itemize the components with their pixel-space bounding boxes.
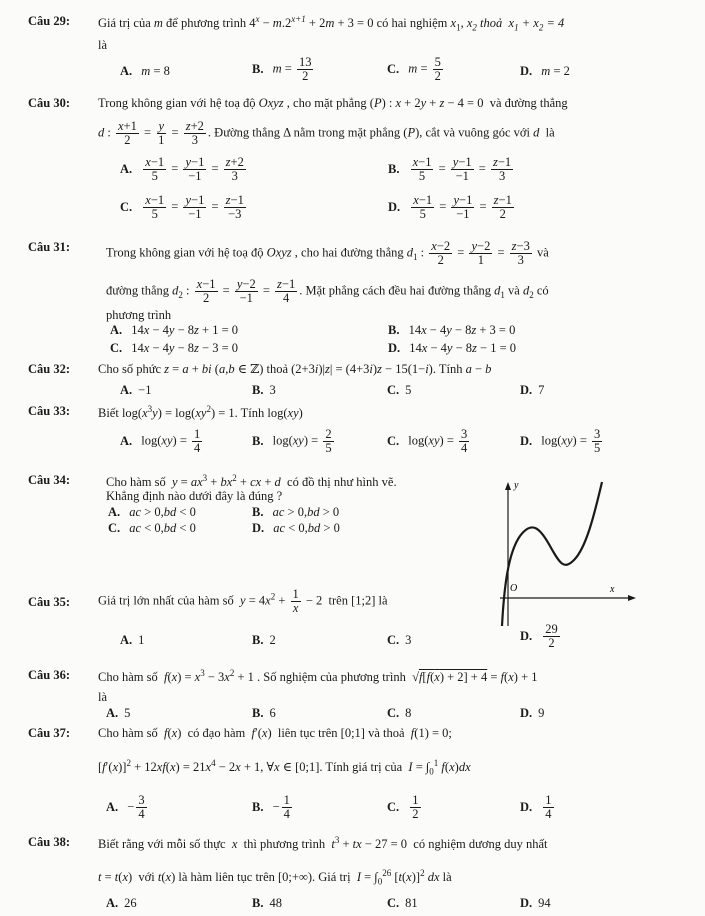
q31-stem: Trong không gian với hệ toạ độ Oxyz , cho hai đường thẳng $d_1$ : $\frac{x-2}{2}$ = $\frac{y-2}{1}$ = $\frac{z-3}{3}$ và	[106, 239, 549, 268]
q31-option-a[interactable]: A. 14x − 4y − 8z + 1 = 0	[110, 323, 239, 337]
q29-stem: Giá trị của m để phương trình $4^x - m.2^{x+1} + 2m + 3 = 0$ có hai nghiệm $x_1$, $x_2$ thoả $x_1 + x_2 = 4$	[98, 14, 565, 33]
q36-option-d[interactable]: D. 9	[520, 706, 545, 720]
q37-option-b[interactable]: B. − $\frac{1}{4}$	[252, 793, 290, 822]
q29-stem2: là	[98, 38, 108, 52]
q38-option-a[interactable]: A. 26	[106, 896, 137, 910]
q38-option-b[interactable]: B. 48	[252, 896, 282, 910]
q37-option-c[interactable]: C. $\frac{1}{2}$	[387, 793, 419, 822]
q35-option-c[interactable]: C. 3	[387, 633, 412, 647]
q33-option-d[interactable]: D. log(xy) = $\frac{3}{5}$	[520, 427, 601, 456]
q33-stem: Biết $\log(x^3y) = \log(xy^2) = 1$. Tính log(xy)	[98, 404, 303, 421]
q31-option-b[interactable]: B. 14x − 4y − 8z + 3 = 0	[388, 323, 516, 337]
q35-option-a[interactable]: A. 1	[120, 633, 145, 647]
q36-stem2: là	[98, 690, 108, 704]
q34-graph	[498, 478, 638, 628]
q37-stem2: $[f'(x)]^2 + 12xf(x) = 21x^4 - 2x + 1$, ∀x ∈ [0;1]. Tính giá trị của $I = \int_0^1$ f(x)dx	[98, 758, 471, 777]
q35-option-d[interactable]: D. $\frac{29}{2}$	[520, 622, 558, 651]
q30-option-d[interactable]: D. $\frac{x-1}{5}$ = $\frac{y-1}{-1}$ = $\frac{z-1}{2}$	[388, 193, 512, 222]
q32-option-b[interactable]: B. 3	[252, 383, 276, 397]
q34-option-a[interactable]: A. ac > 0,bd < 0	[108, 505, 196, 519]
q36-option-a[interactable]: A. 5	[106, 706, 131, 720]
q37-stem: Cho hàm số f(x) có đạo hàm f′(x) liên tục trên [0;1] và thoả f(1) = 0;	[98, 726, 452, 740]
q36-option-b[interactable]: B. 6	[252, 706, 276, 720]
q36-label: Câu 36:	[28, 668, 71, 682]
q34-stem: Cho hàm số $y = ax^3 + bx^2$ + cx + d có đồ thị như hình vẽ.	[106, 473, 397, 490]
q38-option-d[interactable]: D. 94	[520, 896, 551, 910]
q31-stem3: phương trình	[106, 308, 172, 322]
q34-option-c[interactable]: C. ac < 0,bd < 0	[108, 521, 196, 535]
q34-option-d[interactable]: D. ac < 0,bd > 0	[252, 521, 340, 535]
q36-stem: Cho hàm số $f(x) = x^3 - 3x^2 + 1$ . Số nghiệm của phương trình √f[f(x) + 2] + 4 = f(x) + 1	[98, 668, 538, 685]
q35-label: Câu 35:	[28, 595, 71, 609]
graph-origin-label: O	[510, 583, 518, 594]
q38-option-c[interactable]: C. 81	[387, 896, 418, 910]
q33-option-c[interactable]: C. log(xy) = $\frac{3}{4}$	[387, 427, 468, 456]
q33-label: Câu 33:	[28, 404, 71, 418]
q33-option-b[interactable]: B. log(xy) = $\frac{2}{5}$	[252, 427, 332, 456]
graph-x-label: x	[610, 584, 615, 595]
q32-option-c[interactable]: C. 5	[387, 383, 412, 397]
q36-option-c[interactable]: C. 8	[387, 706, 412, 720]
q31-option-d[interactable]: D. 14x − 4y − 8z − 1 = 0	[388, 341, 517, 355]
q29-option-b[interactable]: B. m = $\frac{13}{2}$	[252, 55, 312, 84]
q29-option-d[interactable]: D. m = 2	[520, 64, 570, 78]
q32-label: Câu 32:	[28, 362, 71, 376]
cubic-curve	[502, 482, 602, 626]
q37-label: Câu 37:	[28, 726, 71, 740]
q30-label: Câu 30:	[28, 96, 71, 110]
q37-option-d[interactable]: D. $\frac{1}{4}$	[520, 793, 552, 822]
q35-stem: Giá trị lớn nhất của hàm số $y = 4x^2$ + $\frac{1}{x}$ − 2 trên [1;2] là	[98, 587, 388, 616]
q30-option-c[interactable]: C. $\frac{x-1}{5}$ = $\frac{y-1}{-1}$ = $\frac{z-1}{-3}$	[120, 193, 244, 222]
q29-label: Câu 29:	[28, 14, 71, 28]
q33-option-a[interactable]: A. log(xy) = $\frac{1}{4}$	[120, 427, 201, 456]
q32-option-d[interactable]: D. 7	[520, 383, 545, 397]
q31-stem2: đường thẳng $d_2$ : $\frac{x-1}{2}$ = $\frac{y-2}{-1}$ = $\frac{z-1}{4}$ . Mặt phẳng cách đều hai đường thẳng $d_1$ và $d_2$ có	[106, 277, 549, 306]
q35-option-b[interactable]: B. 2	[252, 633, 276, 647]
q30-option-a[interactable]: A. $\frac{x-1}{5}$ = $\frac{y-1}{-1}$ = $\frac{z+2}{3}$	[120, 155, 244, 184]
q38-stem: Biết rằng với mỗi số thực x thì phương trình $t^3$ + tx − 27 = 0 có nghiệm dương duy nhất	[98, 835, 548, 852]
q38-stem2: t = t(x) với t(x) là hàm liên tục trên [0;+∞). Giá trị $I = \int_0^{26}$ $[t(x)]^2$ dx là	[98, 868, 452, 887]
q38-label: Câu 38:	[28, 835, 71, 849]
q32-stem: Cho số phức z = a + bi (a,b ∈ ℤ) thoả (2+3i)|z| = (4+3i)z − 15(1−i). Tính a − b	[98, 362, 492, 376]
q29-option-a[interactable]: A. m = 8	[120, 64, 170, 78]
q34-label: Câu 34:	[28, 473, 71, 487]
q30-option-b[interactable]: B. $\frac{x-1}{5}$ = $\frac{y-1}{-1}$ = $\frac{z-1}{3}$	[388, 155, 512, 184]
q30-stem: Trong không gian với hệ toạ độ Oxyz , cho mặt phẳng (P) : x + 2y + z − 4 = 0 và đường thẳng	[98, 96, 568, 110]
q29-option-c[interactable]: C. m = $\frac{5}{2}$	[387, 55, 441, 84]
q30-stem2: d : $\frac{x+1}{2}$ = $\frac{y}{1}$ = $\frac{z+2}{3}$ . Đường thẳng Δ nằm trong mặt phẳng (P), cắt và vuông góc với d là	[98, 119, 555, 148]
q31-label: Câu 31:	[28, 240, 71, 254]
q34-option-b[interactable]: B. ac > 0,bd > 0	[252, 505, 340, 519]
q37-option-a[interactable]: A. − $\frac{3}{4}$	[106, 793, 145, 822]
q31-option-c[interactable]: C. 14x − 4y − 8z − 3 = 0	[110, 341, 239, 355]
q34-stem2: Khẳng định nào dưới đây là đúng ?	[106, 489, 283, 503]
q32-option-a[interactable]: A. −1	[120, 383, 152, 397]
graph-y-label: y	[514, 480, 519, 491]
